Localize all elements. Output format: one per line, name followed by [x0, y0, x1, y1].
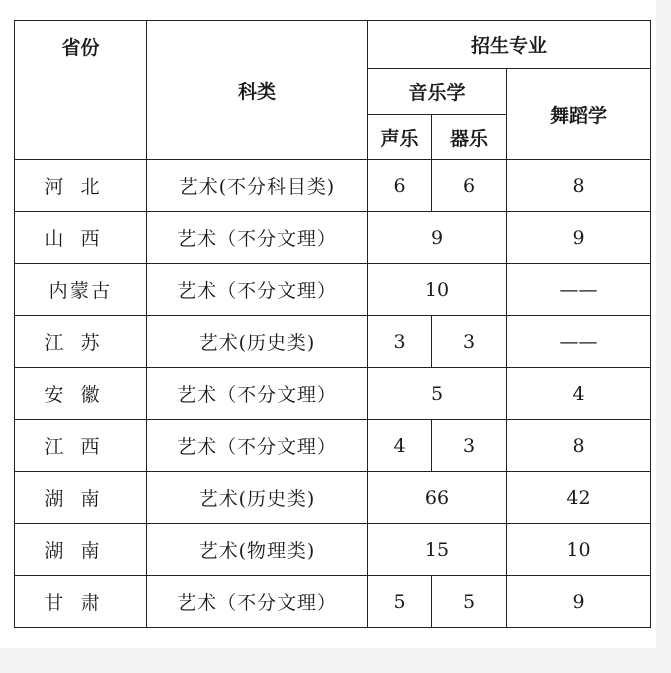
vocal-cell: 3	[368, 316, 432, 368]
province-cell: 甘肃	[15, 576, 147, 628]
province-cell: 湖南	[15, 472, 147, 524]
table-row	[15, 576, 651, 628]
table-row	[15, 420, 651, 472]
dance-cell: ——	[507, 316, 651, 368]
vocal-cell: 6	[368, 160, 432, 212]
province-cell: 山西	[15, 212, 147, 264]
province-cell: 内蒙古	[15, 264, 147, 316]
table-row	[15, 316, 651, 368]
vocal-cell: 4	[368, 420, 432, 472]
dance-cell: 8	[507, 160, 651, 212]
province-cell: 江西	[15, 420, 147, 472]
dance-cell: ——	[507, 264, 651, 316]
category-cell: 艺术（不分文理）	[147, 576, 368, 628]
category-cell: 艺术（不分文理）	[147, 420, 368, 472]
table-row	[15, 264, 651, 316]
category-cell: 艺术（不分文理）	[147, 264, 368, 316]
dance-cell: 9	[507, 212, 651, 264]
music-cell: 9	[368, 212, 507, 264]
province-cell: 河北	[15, 160, 147, 212]
music-cell: 5	[368, 368, 507, 420]
instrumental-cell: 3	[432, 420, 507, 472]
table-row	[15, 368, 651, 420]
header-majors: 招生专业	[368, 21, 651, 69]
dance-cell: 42	[507, 472, 651, 524]
instrumental-cell: 5	[432, 576, 507, 628]
header-category: 科类	[147, 21, 368, 160]
category-cell: 艺术（不分文理）	[147, 212, 368, 264]
table-row	[15, 212, 651, 264]
table-row	[15, 472, 651, 524]
enrollment-table	[14, 20, 651, 628]
instrumental-cell: 6	[432, 160, 507, 212]
category-cell: 艺术(物理类)	[147, 524, 368, 576]
province-cell: 江苏	[15, 316, 147, 368]
dance-cell: 8	[507, 420, 651, 472]
dance-cell: 10	[507, 524, 651, 576]
music-cell: 10	[368, 264, 507, 316]
header-instrumental: 器乐	[432, 115, 507, 160]
header-province: 省份	[15, 21, 147, 160]
header-row-1	[15, 21, 651, 69]
dance-cell: 4	[507, 368, 651, 420]
table-row	[15, 160, 651, 212]
header-dance: 舞蹈学	[507, 69, 651, 160]
province-cell: 安徽	[15, 368, 147, 420]
province-cell: 湖南	[15, 524, 147, 576]
header-vocal: 声乐	[368, 115, 432, 160]
instrumental-cell: 3	[432, 316, 507, 368]
header-music: 音乐学	[368, 69, 507, 115]
table-row	[15, 524, 651, 576]
category-cell: 艺术（不分文理）	[147, 368, 368, 420]
music-cell: 15	[368, 524, 507, 576]
category-cell: 艺术(历史类)	[147, 316, 368, 368]
category-cell: 艺术(不分科目类)	[147, 160, 368, 212]
dance-cell: 9	[507, 576, 651, 628]
category-cell: 艺术(历史类)	[147, 472, 368, 524]
music-cell: 66	[368, 472, 507, 524]
vocal-cell: 5	[368, 576, 432, 628]
